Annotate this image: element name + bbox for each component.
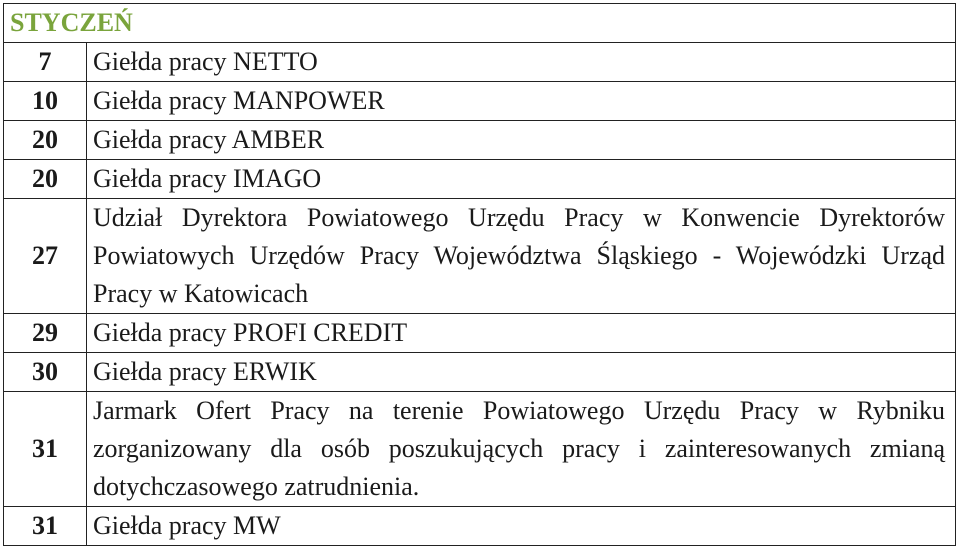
event-day: 27 [4,199,87,314]
table-row [4,82,956,121]
table-row [4,314,956,353]
event-description: Giełda pracy MW [87,507,956,546]
table-row [4,353,956,392]
event-description: Giełda pracy MANPOWER [87,82,956,121]
event-description: Giełda pracy AMBER [87,121,956,160]
events-table [3,3,956,546]
event-description: Giełda pracy ERWIK [87,353,956,392]
month-title: STYCZEŃ [4,4,956,43]
table-row [4,43,956,82]
event-day: 7 [4,43,87,82]
month-header-row [4,4,956,43]
event-description: Jarmark Ofert Pracy na terenie Powiatowego Urzędu Pracy w Rybniku zorganizowany dla osób poszukujących pracy i zainteresowanych zmianą dotychczasowego zatrudnienia. [87,392,956,507]
event-description: Giełda pracy NETTO [87,43,956,82]
table-row [4,199,956,314]
event-day: 20 [4,121,87,160]
table-row [4,160,956,199]
event-description: Udział Dyrektora Powiatowego Urzędu Pracy w Konwencie Dyrektorów Powiatowych Urzędów Pracy Województwa Śląskiego - Wojewódzki Urząd Pracy w Katowicach [87,199,956,314]
table-row [4,121,956,160]
event-day: 31 [4,392,87,507]
event-day: 10 [4,82,87,121]
table-row [4,507,956,546]
event-day: 30 [4,353,87,392]
event-description: Giełda pracy PROFI CREDIT [87,314,956,353]
event-day: 29 [4,314,87,353]
event-day: 31 [4,507,87,546]
event-description: Giełda pracy IMAGO [87,160,956,199]
event-day: 20 [4,160,87,199]
table-row [4,392,956,507]
